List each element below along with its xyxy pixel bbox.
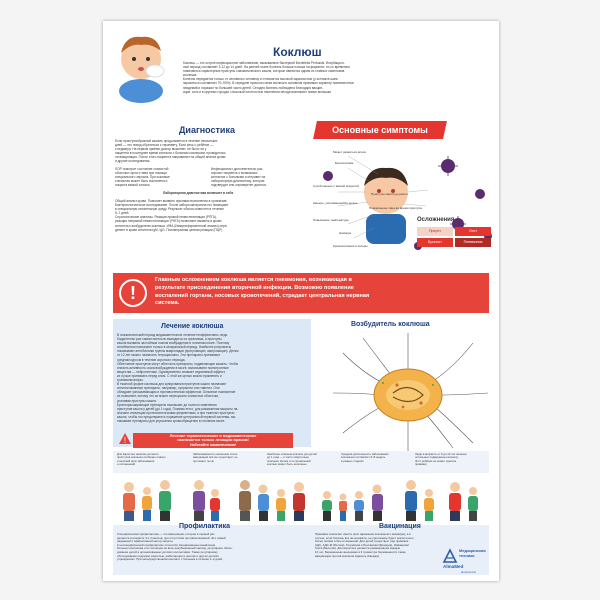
treatment-line: транквилизаторы. <box>117 378 144 383</box>
infectionist-line: подтвердит или опровергнет диагноз. <box>211 183 267 188</box>
info-cell <box>117 453 187 467</box>
vaccination-line: АДС, АДС-М (Россия), Тетраксим и Пентаксим (Франция), Инфанрикс <box>315 542 410 547</box>
lor-line: слизистая может быть воспалена и <box>115 179 168 184</box>
lor-line: покрыта вязкой слизью. <box>115 183 151 188</box>
vaccination-line: 10 лет. Беременным женщинам в 3 триместре беременности также <box>315 549 406 554</box>
intro-line: Коклюш — это острое инфекционное заболевание, вызываемое бактерией Bordetella Pertussis. Инкубацион- <box>183 61 345 65</box>
warning-line: Главным осложнением коклюша является пневмония, возникающая в <box>155 277 352 283</box>
intro-line: Болезнь передается только от человека к человеку и отличается высокой заразностью (у контакта шанс <box>183 77 338 82</box>
info-cell <box>193 453 263 463</box>
lor-line: оболочки горла и зева при помощи <box>115 171 167 176</box>
prevention-line: обследованию подлежат взрослые, работающие в школах и других детских <box>117 553 219 558</box>
lab-text <box>115 199 309 232</box>
lab-line: в специальную питательную среду. Результат обычно известен в течение <box>115 207 224 212</box>
info-line: коклюш может быть неполные <box>267 462 307 467</box>
symptom-label: Повышение температуры <box>313 218 349 222</box>
notice-line: Лечение терапевтическое и медикаментозное <box>169 433 257 438</box>
infectionist-line: спросит пациента о возможных <box>211 171 258 176</box>
treatment-line: В спазматический период медикаментозное лечение неэффективно, ведь <box>117 333 228 337</box>
vaccination-line: Гекса (Бельгия). Для взрослых делается ревакцинация каждые <box>315 546 401 551</box>
diagnostics-line: пациента в последнее время контакта с больным коклюшем, проводилось <box>115 151 226 156</box>
treatment-line: антибиотики назначают только в катаральный период. Наиболее результаты <box>117 345 231 350</box>
info-line: коклюшем составляет 6–8 недель <box>341 455 386 460</box>
diagnostics-text <box>115 139 305 164</box>
treatment-title: Лечение коклюша <box>161 323 224 330</box>
prevention-title: Профилактика <box>179 523 230 530</box>
treatment-line: Облегчение приступов могут облегчить препараты, подавляющие кашель. Чтобы <box>117 361 239 366</box>
symptom-label: Кровоизлияния в склеры <box>333 244 368 248</box>
treatment-notice <box>133 433 293 448</box>
diagnostics-line: Если приступообразный кашель продолжается в течение нескольких <box>115 139 218 143</box>
vaccination-line: более легким и без осложнений. Для детей существует ряд прививок: <box>315 539 409 544</box>
info-line: и осложнений <box>117 462 136 467</box>
symptoms-title-bar <box>313 121 447 139</box>
vaccination-title: Вакцинация <box>379 523 421 530</box>
brand-url: almamed.su <box>461 570 477 574</box>
lor-line: специального зеркала. При коклюше <box>115 175 170 180</box>
pathogen-title: Возбудитель коклюша <box>351 321 430 328</box>
diagnostics-line: к педиатру. На первом приёме доктор выясняет, не было ли у <box>115 147 207 152</box>
symptom-label: Приступы кашля до рвоты <box>371 192 408 196</box>
info-line: в разных стадиях <box>341 458 364 463</box>
intro-line: ный период составляет 3-12 до 14 дней. На ранней этапе болезнь больше похожа на фарингит, но со временем <box>183 65 350 70</box>
diagnostics-line: и другие исследования. <box>115 159 151 164</box>
treatment-line: В тяжелой форме коклюша для купирования приступов кашля назначают <box>117 382 227 387</box>
warning-triangle-icon <box>119 433 131 445</box>
info-line: Наиболее опасным коклюш для детей <box>267 452 317 456</box>
almamed-logo-icon <box>443 549 457 563</box>
lab-line: реакция непрямой гемагглютинации (РНГА) позволяют выявить в крови <box>115 219 222 224</box>
complication-badge: Отит <box>455 227 491 236</box>
infectionist-line: контактах с больными и отправит на <box>211 175 266 180</box>
info-line: остальных подвержены коклюшу. <box>415 455 459 460</box>
prevention-line: надежный и эффективный метод защиты. <box>117 539 174 544</box>
infectionist-line: лабораторную диагностику, которая <box>211 179 265 184</box>
info-cell <box>415 453 487 467</box>
symptom-label: Бронхоспазм <box>335 161 354 165</box>
warning-line: воспалений гортани, носовых кровотечений, страдает центральная нервная <box>155 292 370 299</box>
info-cell <box>267 453 337 467</box>
lab-line: Серологические анализы. Реакция прямой гемагглютинации (РПГА), <box>115 215 217 220</box>
lab-line: Общий анализ крови. Помогает выявить признаки воспаления в организме. <box>115 199 228 203</box>
coughing-child-illustration <box>111 31 171 103</box>
symptom-label: Насморк <box>339 231 352 235</box>
warning-icon-wrap <box>119 279 147 307</box>
info-line: прививку <box>415 462 427 467</box>
brand-name: AlmaMed <box>443 564 464 569</box>
warning-banner <box>113 273 489 313</box>
symptom-label: Покраснение лица во время приступа <box>369 206 422 210</box>
info-line: Заболеваемость коклюшем после <box>193 452 238 456</box>
diagnostics-line: дней — это повод обратиться к терапевту. Если речь о ребёнке — <box>115 143 214 148</box>
treatment-text <box>117 333 309 423</box>
complication-badge: Бронхит <box>417 238 453 247</box>
brand-tagline <box>459 549 486 559</box>
symptoms-title: Основные симптомы <box>332 125 428 135</box>
info-cell <box>341 453 411 463</box>
people-illustration <box>115 475 487 523</box>
complications-title: Осложнения <box>417 217 455 223</box>
complication-badge: Пререт <box>417 227 453 236</box>
symptom-label: Сухой кашель с вязкой мокротой <box>313 184 359 188</box>
infectionist-line: Инфекционист дополнительно рас- <box>211 167 264 171</box>
brand-tagline-line: техника <box>459 552 475 558</box>
diagnostics-infectionist <box>211 167 305 187</box>
warning-line: результате присоединения вторичной инфекции. Возможно появление <box>155 284 354 291</box>
diagnostics-lor <box>115 167 207 187</box>
vaccination-line: Прививка позволяет свести риск заражения коклюшем к минимуму, а в <box>315 532 411 536</box>
lab-line: антитела к возбудителю коклюша. ИФА (Иммуноферментный анализ) опре- <box>115 223 228 228</box>
treatment-line: обладают успокаивающим и противоотечным эффектом. Основное назначение <box>117 390 236 395</box>
treatment-line: кашля, чтобы это предотвратить поражение центральной нервной системы, вы- <box>117 414 237 419</box>
notice-line: назначается только лечащим врачом! <box>177 438 249 443</box>
intro-line: коклюша. <box>183 73 198 78</box>
treatment-line: Бронхорасширяющие препараты назначают до полного изменения <box>117 402 217 407</box>
svg-text:!: ! <box>123 436 127 445</box>
treatment-line: приступов кашля у детей (до 1 года). Помимо этого, для разжижения мокроты на- <box>117 406 239 411</box>
lor-line: ЛОР осмотрит состояние слизистой <box>115 167 169 171</box>
info-line: Этот ребёнок не может сделать <box>415 458 457 463</box>
intro-line: эпидемий и поражал по большей части детей. Сегодня болезнь побеждена благодаря вакцин- <box>183 85 324 90</box>
treatment-line: средним курсом в течение короткого периода. <box>117 357 186 362</box>
treatment-line: значают ингаляции протеолитическими ферментами, а при тяжелых приступах <box>117 410 235 415</box>
exclamation-icon: ! <box>130 283 136 303</box>
complication-badge: Пневмония <box>455 238 491 247</box>
treatment-line: их позволяет, потому что их может пересушить слизистые оболочки, <box>117 394 219 399</box>
diagnostics-title: Диагностика <box>179 125 235 135</box>
symptom-label: Может развиться апноэ <box>333 150 366 154</box>
info-line: приступов коклюша особенно опасно <box>117 455 166 460</box>
vaccination-line: вакцинацию против коклюша Адасель (Канада). <box>315 553 380 558</box>
warning-text <box>155 277 483 308</box>
bacterium-illustration <box>323 333 493 453</box>
prevention-line: больных коклюшем и их изоляция на весь инкубационный период, регулярное обсле- <box>117 546 233 551</box>
intro-line: ации, хотя и в крупных городах с высокой плотностью населения иногда возникают новые вспышки <box>183 89 331 94</box>
brand-tagline-line: Медицинская <box>459 548 486 553</box>
intro-text <box>183 61 483 94</box>
info-line: Для взрослых наличие детского <box>117 452 159 456</box>
lab-line: деляет в крови антитела IgM, IgG. Полимеразная цепная реакция (ПЦР) <box>115 227 223 232</box>
lab-title: Лабораторная диагностика включает в себя <box>163 191 234 195</box>
page-title: Коклюш <box>273 45 322 59</box>
intro-line: появляются характерные приступы спазматического кашля, которые являются одним из главных симптомов <box>183 69 345 74</box>
vaccination-line: случае, если болезнь все же возникла, ее протекание будет значительно <box>315 535 414 540</box>
prevention-line: К неспецифической профилактике относится своевременное выявление <box>117 542 216 547</box>
treatment-line: их лучше принимать перед сном. С этой же целью можно применять и <box>117 373 222 378</box>
info-line: Средняя длительность заболевания <box>341 452 389 456</box>
vaccination-text <box>315 533 451 558</box>
symptom-label: Кашель, усиливающийся ночью <box>313 201 358 205</box>
treatment-line: вещества — нейролептики. Одновременно снимает седативный эффект, <box>117 369 226 374</box>
notice-line: Избегайте самолечения! <box>189 442 237 447</box>
info-line: опасным. Кроме того проявлений <box>267 458 311 463</box>
treatment-line: показывают антибиотики группы макролидов (эритромицин, азитромицин). Детям <box>117 349 239 354</box>
treatment-line: бордетеллы уже самостоятельно выводятся из организма, а приступы <box>117 337 222 342</box>
treatment-line: от 12 лет можно назначить тетрациклины. Эти препараты принимают <box>117 353 221 358</box>
info-line: Люди в возрасте от 6 до 14 лет меньше <box>415 452 467 456</box>
diagnostics-line: ли вакцинация. После этого пациента направляют на общий анализ крови <box>115 155 226 160</box>
poster <box>103 21 499 581</box>
info-line: протекает легче <box>193 458 214 463</box>
treatment-line: усиливая приступы кашля. <box>117 398 157 403</box>
prevention-text <box>117 533 313 562</box>
treatment-line: снизить активность очага возбуждения в мозге, выписывают психотропные <box>117 365 229 370</box>
intro-line: заразиться составляет 70–90%). В середине прошлого века коклюш в основном принимал характер повсеместных <box>183 81 354 86</box>
prevention-line: учреждениях. При непосредственном контакте с больным в течение 1–2 дней. <box>117 557 223 562</box>
warning-line: система. <box>155 300 180 307</box>
treatment-line: антигистаминные препараты, например, супрастин или тавегил. Они <box>117 386 220 391</box>
info-line: до 1 года — и часто смертельно <box>267 455 309 460</box>
treatment-line: кашля вызваны застойным очагом возбуждения в головном мозге. Поэтому <box>117 341 230 346</box>
lab-line: 5–7 дней. <box>115 211 130 216</box>
prevention-line: Специфическая профилактика — это вакцинация, которая в первый раз <box>117 532 215 536</box>
info-line: и высокий риск заболевания <box>117 458 155 463</box>
prevention-line: делается в возрасте 3 и 4 месяца, при отсутствии противопоказаний. Это самый <box>117 535 226 540</box>
lab-line: Бактериологическое исследование. После забора материала его помещают <box>115 203 229 208</box>
treatment-line: писывают препараты для улучшения кровообращения в головном мозге. <box>117 418 226 423</box>
prevention-line: дование детей в организованных детских коллективах. Также регулярному <box>117 549 218 554</box>
info-line: вакцинации всё же существует, но <box>193 455 238 460</box>
